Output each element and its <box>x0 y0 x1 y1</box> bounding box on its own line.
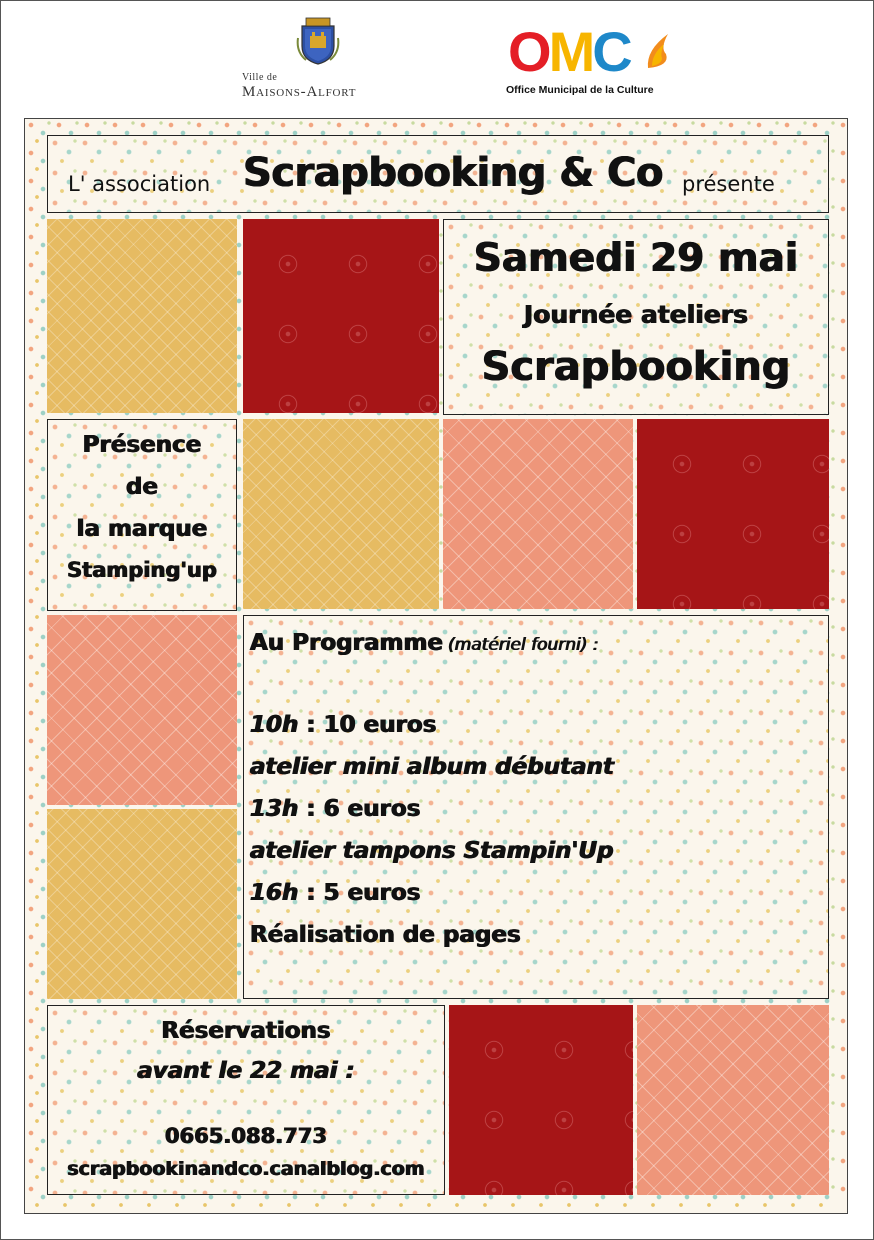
program-price: : 6 euros <box>298 796 421 822</box>
event-line3: Scrapbooking <box>481 344 791 390</box>
tile-yellow <box>47 809 237 999</box>
brand-line-2: de <box>125 474 159 500</box>
tile-red <box>637 419 829 609</box>
program-item-1-title <box>250 712 436 738</box>
title-bar <box>47 135 829 213</box>
title-prefix: L' association <box>68 172 211 196</box>
brand-line-4: Stamping'up <box>67 558 217 582</box>
poster <box>24 118 848 1214</box>
omc-subtitle: Office Municipal de la Culture <box>506 84 654 96</box>
reservations-line1: Réservations <box>161 1018 331 1044</box>
program-time: 16h <box>250 880 299 906</box>
program-item-2-title <box>250 796 420 822</box>
program-item-2-desc: atelier tampons Stampin'Up <box>250 838 614 864</box>
flame-icon <box>644 32 672 72</box>
brand-line-3: la marque <box>76 516 208 542</box>
program-item-3-title <box>250 880 420 906</box>
reservations-box <box>47 1005 445 1195</box>
program-heading-note: (matériel fourni) : <box>448 635 599 655</box>
omc-letter-o: O <box>508 20 549 83</box>
program-time: 10h <box>250 712 299 738</box>
tile-red <box>243 219 439 413</box>
ville-line1: Ville de <box>242 72 278 83</box>
omc-logo <box>504 22 674 102</box>
program-heading-label: Au Programme <box>250 630 444 656</box>
omc-letters <box>508 22 630 82</box>
tile-yellow <box>243 419 439 609</box>
tile-red <box>449 1005 633 1195</box>
tile-yellow <box>47 219 237 413</box>
reservations-website[interactable]: scrapbookinandco.canalblog.com <box>67 1158 425 1180</box>
brand-box <box>47 419 237 611</box>
tile-salmon <box>443 419 633 609</box>
ville-line2: Maisons-Alfort <box>242 84 357 100</box>
brand-line-1: Présence <box>82 432 202 458</box>
omc-letter-m: M <box>548 20 593 83</box>
reservations-phone[interactable]: 0665.088.773 <box>164 1124 328 1148</box>
program-price: : 5 euros <box>298 880 421 906</box>
event-box <box>443 219 829 415</box>
program-heading <box>250 630 599 656</box>
event-date: Samedi 29 mai <box>473 236 799 281</box>
ville-logo <box>218 12 398 104</box>
tile-salmon <box>637 1005 829 1195</box>
association-name: Scrapbooking & Co <box>243 150 663 196</box>
program-item-3-desc: Réalisation de pages <box>250 922 521 948</box>
tile-salmon <box>47 615 237 805</box>
omc-letter-c: C <box>592 20 630 83</box>
coat-of-arms-icon <box>296 16 340 66</box>
program-price: : 10 euros <box>298 712 437 738</box>
event-line2: Journée ateliers <box>523 300 749 329</box>
program-box <box>243 615 829 999</box>
program-time: 13h <box>250 796 299 822</box>
title-suffix: présente <box>682 172 775 196</box>
program-item-1-desc: atelier mini album débutant <box>250 754 614 780</box>
reservations-line2: avant le 22 mai : <box>137 1058 355 1084</box>
